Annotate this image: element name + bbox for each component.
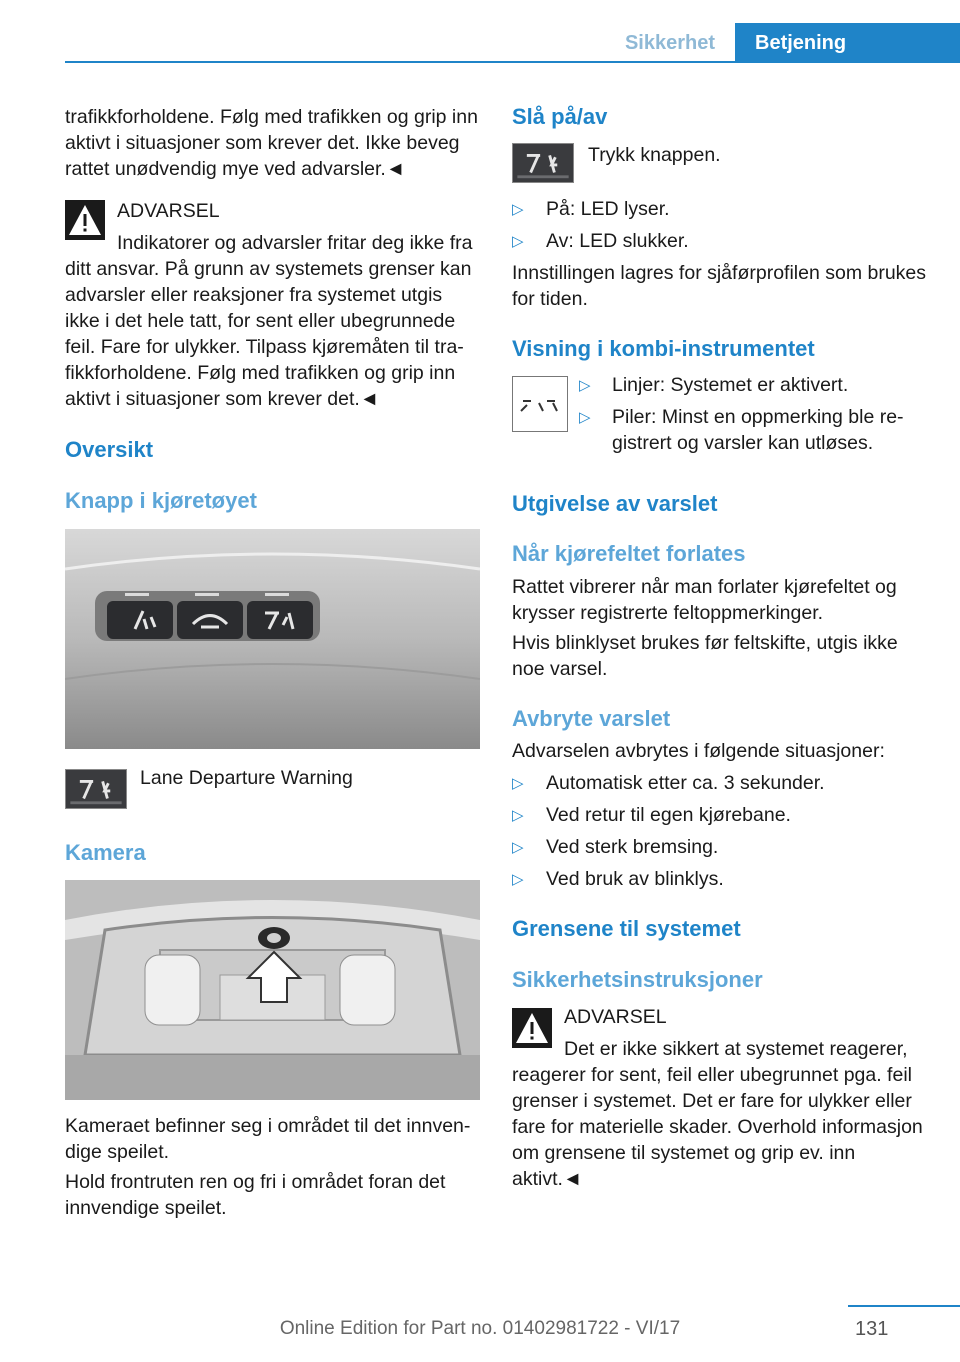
left-intro-paragraph: trafikkforholdene. Følg med trafikken og grip inn aktivt i situasjoner som krever det. Ikke beveg rattet unødvendig mye ved advarsler.◄ [65,106,478,180]
bullet-icon: ▷ [512,201,524,218]
setting-note: Innstillingen lagres for sjåførprofilen som brukes for tiden. [512,262,927,310]
bullet-icon: ▷ [512,807,524,824]
heading-visning: Visning i kombi-instrumentet [512,336,815,361]
camera-text-2: Hold frontruten ren og fri i området foran det innvendige speilet. [65,1171,446,1219]
onoff-item-2: Av: LED slukker. [546,230,689,252]
camera-text-1: Kameraet befinner seg i området til det innvendige speilet. [65,1115,471,1163]
bullet-icon: ▷ [512,775,524,792]
display-item-2: Piler: Minst en oppmerking ble registrert og varsler kan utløses. [612,406,904,454]
cancel-item-4: Ved bruk av blinklys. [546,868,724,890]
lane-departure-button-icon [65,769,127,809]
page-number: 131 [855,1318,889,1340]
heading-sla-pa-av: Slå på/av [512,104,608,129]
bullet-icon: ▷ [579,409,591,426]
heading-grensene: Grensene til systemet [512,916,741,941]
cancel-item-1: Automatisk etter ca. 3 sekunder. [546,772,825,794]
bullet-icon: ▷ [512,233,524,250]
heading-sikkerhetsinstruksjoner: Sikkerhetsinstruksjoner [512,967,763,992]
heading-utgivelse: Utgivelse av varslet [512,491,718,516]
camera-photo [65,880,480,1100]
heading-kamera: Kamera [65,840,146,865]
heading-avbryte: Avbryte varslet [512,706,671,731]
cancel-item-2: Ved retur til egen kjørebane. [546,804,791,826]
page-number-rule [848,1305,960,1307]
warning2-label: ADVARSEL [564,1006,667,1028]
press-button-text: Trykk knappen. [588,144,721,166]
cancel-item-3: Ved sterk bremsing. [546,836,719,858]
bullet-icon: ▷ [579,377,591,394]
heading-kjorefeltet: Når kjørefeltet forlates [512,541,746,566]
footer-edition: Online Edition for Part no. 01402981722 - VI/17 [279,1318,681,1339]
leaving-text-1: Rattet vibrerer når man forlater kjørefeltet og krysser registrerte feltoppmerkinger. [512,576,897,624]
warning2-text: Det er ikke sikkert at systemet reagerer, reagerer for sent, feil eller ubegrunnet pga. feil grenser i systemet. Det er fare for ulykker eller fare for materielle skader. Overhold informasjon om grensene til systemet og grip ev. inn aktivt.◄ [512,1038,923,1190]
tab-sikkerhet[interactable]: Sikkerhet [624,32,716,54]
warning1-label: ADVARSEL [117,200,220,222]
bullet-icon: ▷ [512,871,524,888]
display-lanes-icon [512,376,568,432]
cancel-intro: Advarselen avbrytes i følgende situasjoner: [512,740,885,762]
warning1-text: Indikatorer og advarsler fritar deg ikke fra ditt ansvar. På grunn av systemets grenser kan advarsler eller reaksjoner fra systemet utgis ikke i det hele tatt, for sent eller ubegrunnede feil. Fare for ulykker. Tilpass kjøremåten til trafikkforholdene. Følg med trafikken og grip inn aktivt i situasjoner som krever det.◄ [65,232,473,410]
bullet-icon: ▷ [512,839,524,856]
leaving-text-2: Hvis blinklyset brukes før feltskifte, utgis ikke noe varsel. [512,632,898,680]
onoff-item-1: På: LED lyser. [546,198,670,220]
header-rule [65,61,960,63]
heading-knapp: Knapp i kjøretøyet [65,488,257,513]
button-panel-photo [65,529,480,749]
heading-oversikt: Oversikt [65,437,154,462]
display-item-1: Linjer: Systemet er aktivert. [612,374,849,396]
lane-departure-button-icon-2 [512,143,574,183]
button-caption: Lane Departure Warning [140,767,353,789]
tab-betjening[interactable]: Betjening [735,23,960,63]
